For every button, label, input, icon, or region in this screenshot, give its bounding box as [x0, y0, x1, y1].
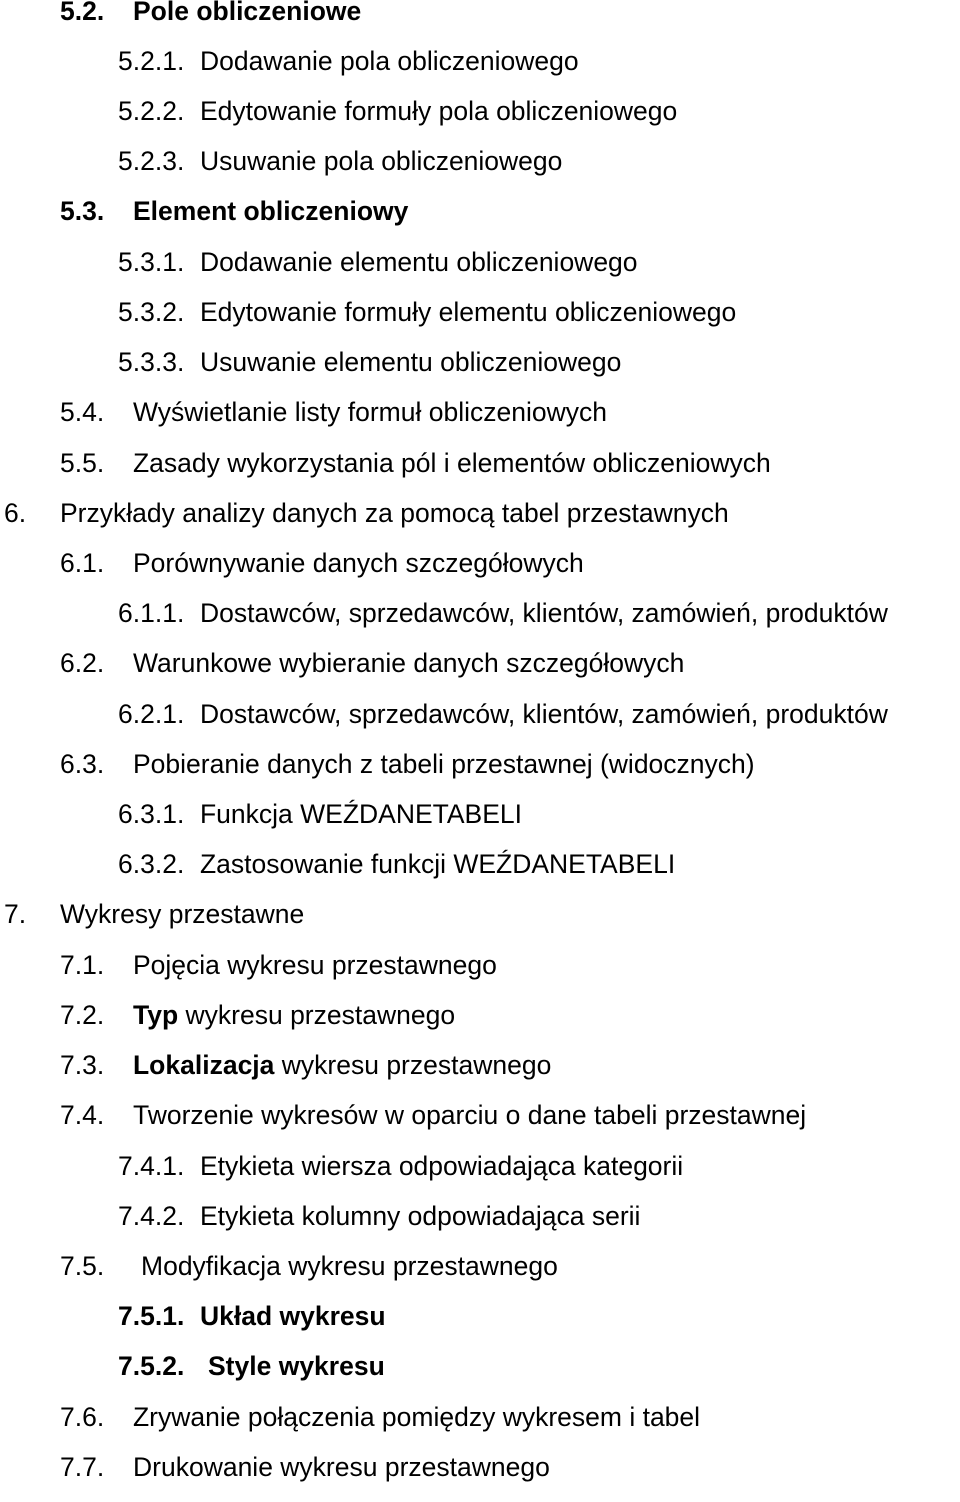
- toc-entry-title: Dodawanie elementu obliczeniowego: [200, 247, 638, 277]
- toc-entry-title: Układ wykresu: [200, 1301, 386, 1331]
- toc-entry-title: [133, 1050, 551, 1080]
- toc-entry-number: 6.3.2.: [118, 849, 185, 879]
- toc-entry-title: Usuwanie pola obliczeniowego: [200, 146, 563, 176]
- toc-entry-number: 6.3.: [60, 749, 105, 779]
- toc-entry-title: Wyświetlanie listy formuł obliczeniowych: [133, 397, 607, 427]
- toc-entry-number: 5.2.3.: [118, 146, 185, 176]
- toc-entry-number: 5.3.2.: [118, 297, 185, 327]
- toc-entry-title-bold: Typ: [133, 1000, 179, 1030]
- toc-entry-title-bold: Lokalizacja: [133, 1050, 275, 1080]
- toc-entry-title-rest: wykresu przestawnego: [178, 1000, 456, 1030]
- toc-entry-title: Funkcja WEŹDANETABELI: [200, 799, 522, 829]
- toc-entry-number: 7.3.: [60, 1050, 105, 1080]
- toc-entry-title: Zastosowanie funkcji WEŹDANETABELI: [200, 849, 676, 879]
- toc-entry-title: Edytowanie formuły elementu obliczeniowego: [200, 297, 737, 327]
- toc-entry-number: 5.3.: [60, 196, 105, 226]
- toc-entry-title: Pole obliczeniowe: [133, 0, 362, 26]
- toc-entry-number: 6.1.1.: [118, 598, 185, 628]
- toc-entry-number: 7.4.2.: [118, 1201, 185, 1231]
- toc-entry-title: Warunkowe wybieranie danych szczegółowych: [133, 648, 685, 678]
- toc-entry-title-rest: wykresu przestawnego: [274, 1050, 552, 1080]
- toc-entry-title: Modyfikacja wykresu przestawnego: [141, 1251, 558, 1281]
- toc-entry-number: 7.1.: [60, 950, 105, 980]
- toc-entry-title: Dostawców, sprzedawców, klientów, zamówień, produktów: [200, 699, 888, 729]
- toc-entry-number: 5.2.1.: [118, 46, 185, 76]
- toc-entry-title: Edytowanie formuły pola obliczeniowego: [200, 96, 678, 126]
- toc-entry-title: Porównywanie danych szczegółowych: [133, 548, 584, 578]
- toc-entry-title: Usuwanie elementu obliczeniowego: [200, 347, 622, 377]
- toc-entry-title: Pobieranie danych z tabeli przestawnej (widocznych): [133, 749, 755, 779]
- toc-entry-number: 7.2.: [60, 1000, 105, 1030]
- toc-entry-number: 7.5.2.: [118, 1351, 185, 1381]
- toc-entry-title: Wykresy przestawne: [60, 899, 305, 929]
- toc-entry-number: 6.3.1.: [118, 799, 185, 829]
- toc-entry-title: Zasady wykorzystania pól i elementów obliczeniowych: [133, 448, 771, 478]
- toc-entry-number: 5.3.3.: [118, 347, 185, 377]
- toc-entry-number: 7.6.: [60, 1402, 105, 1432]
- toc-entry-title: Zrywanie połączenia pomiędzy wykresem i tabel: [133, 1402, 701, 1432]
- toc-entry-number: 5.2.: [60, 0, 105, 26]
- toc-entry-number: 6.1.: [60, 548, 105, 578]
- toc-entry-title: Etykieta wiersza odpowiadająca kategorii: [200, 1151, 684, 1181]
- toc-entry-title: Tworzenie wykresów w oparciu o dane tabeli przestawnej: [133, 1100, 807, 1130]
- toc-entry-number: 6.2.: [60, 648, 105, 678]
- toc-entry-number: 7.7.: [60, 1452, 105, 1482]
- toc-entry-number: 6.2.1.: [118, 699, 185, 729]
- toc-entry-number: 7.: [4, 899, 27, 929]
- toc-entry-title: Dostawców, sprzedawców, klientów, zamówień, produktów: [200, 598, 888, 628]
- toc-entry-number: 7.4.: [60, 1100, 105, 1130]
- toc-entry-title: Drukowanie wykresu przestawnego: [133, 1452, 550, 1482]
- toc-entry-number: 5.2.2.: [118, 96, 185, 126]
- toc-entry-number: 7.4.1.: [118, 1151, 185, 1181]
- toc-entry-number: 6.: [4, 498, 27, 528]
- toc-entry-number: 5.4.: [60, 397, 105, 427]
- toc-entry-number: 5.5.: [60, 448, 105, 478]
- toc-entry-title: Element obliczeniowy: [133, 196, 409, 226]
- toc-entry-title: [133, 1000, 455, 1030]
- toc-entry-title: Dodawanie pola obliczeniowego: [200, 46, 579, 76]
- toc-entry-title: Style wykresu: [208, 1351, 385, 1381]
- toc-entry-number: 5.3.1.: [118, 247, 185, 277]
- toc-entry-number: 7.5.1.: [118, 1301, 185, 1331]
- toc-entry-number: 7.5.: [60, 1251, 105, 1281]
- toc-entry-title: Pojęcia wykresu przestawnego: [133, 950, 497, 980]
- toc-entry-title: Etykieta kolumny odpowiadająca serii: [200, 1201, 641, 1231]
- toc-entry-title: Przykłady analizy danych za pomocą tabel przestawnych: [60, 498, 729, 528]
